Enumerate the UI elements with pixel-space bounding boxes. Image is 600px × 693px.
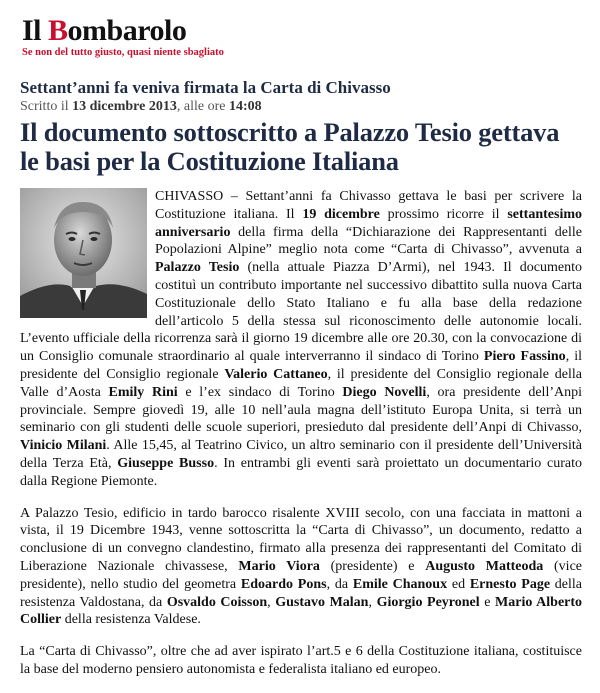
text-run: (presidente) e <box>319 558 426 574</box>
text-run: della resistenza Valdostana, da <box>20 576 583 610</box>
text-run: della resistenza Valdese. <box>61 612 201 628</box>
text-run: (vice presidente), nello studio del geometra <box>20 558 582 592</box>
text-run: . Alle 15,45, al Teatrino Civico, un altro seminario con il presidente dell’Università della Terza Età, <box>20 438 582 471</box>
bold-text-run: Emile Chanoux <box>352 576 448 592</box>
site-tagline: Se non del tutto giusto, quasi niente sbagliato <box>22 47 224 58</box>
bold-text-run: Piero Fassino <box>483 349 566 365</box>
logo-text-1: Il <box>22 14 49 47</box>
bold-text-run: Palazzo Tesio <box>155 260 240 276</box>
article-paragraph <box>20 643 582 679</box>
bold-text-run: Osvaldo Coisson <box>166 594 268 610</box>
bold-text-run: Emily Rini <box>108 384 178 400</box>
text-run: e <box>479 594 496 610</box>
bold-text-run: Valerio Cattaneo <box>224 366 328 382</box>
article-meta <box>20 98 582 116</box>
text-run: A Palazzo Tesio, edificio in tardo barocco risalente XVIII secolo, con una facciata in mattoni a vista, il 19 Dicembre 1943, venne sottoscritta la “Carta di Chivasso”, un documento, redatto a conclusione di un convegno clandestino, firmato alla presenza dei rappresentanti del Comitato di Liberazione Nazionale chivassese, <box>20 505 582 574</box>
bold-text-run: Vinicio Milani <box>20 438 107 454</box>
bold-text-run: Augusto Matteoda <box>425 558 544 574</box>
meta-mid: , alle ore <box>176 99 229 114</box>
meta-prefix: Scritto il <box>20 99 73 114</box>
text-run: CHIVASSO – Settant’anni fa Chivasso gettava le basi per scrivere la Costituzione italiana. Il <box>155 189 582 222</box>
masthead <box>22 16 224 58</box>
bold-text-run: Gustavo Malan <box>275 594 369 610</box>
text-run: , <box>368 594 377 610</box>
bold-text-run: Ernesto Page <box>469 576 551 592</box>
text-run: , il presidente del Consiglio regionale <box>20 349 582 382</box>
logo-text-2: ombarolo <box>67 14 187 47</box>
text-run: , ora presidente dell’Anpi provinciale. Sempre giovedì 19, alle 10 nell’aula magna dell’istituto Europa Unita, si terrà un seminario con gli studenti delle scuole superiori, presieduto dal presidente dell’Anpi di Chivasso, <box>20 384 582 436</box>
bold-text-run: Giorgio Peyronel <box>376 594 480 610</box>
logo-letter-b: B <box>48 14 68 47</box>
text-run: La “Carta di Chivasso”, oltre che ad aver ispirato l’art.5 e 6 della Costituzione italiana, costituisce la base del moderno pensiero autonomista e federalista italiano ed europeo. <box>20 644 582 677</box>
text-run: , <box>267 594 276 610</box>
meta-time: 14:08 <box>228 99 262 114</box>
text-run: , da <box>326 576 353 592</box>
text-run: della firma della “Dichiarazione dei Rappresentanti delle Popolazioni Alpine” meglio nota come “Carta di Chivasso”, avvenuta a <box>155 224 582 258</box>
bold-text-run: 19 dicembre <box>302 206 380 222</box>
text-run: , il presidente del Consiglio regionale della Valle d’Aosta <box>20 366 582 400</box>
meta-date: 13 dicembre 2013 <box>72 99 177 114</box>
bold-text-run: settantesimo anniversario <box>155 206 582 240</box>
text-run: . In entrambi gli eventi sarà proiettato un documentario curato dalla Regione Piemonte. <box>20 455 582 489</box>
bold-text-run: Diego Novelli <box>342 384 427 400</box>
bold-text-run: Mario Alberto Collier <box>20 594 583 628</box>
portrait-photo <box>20 188 147 318</box>
site-logo[interactable] <box>22 16 224 46</box>
article-headline: Il documento sottoscritto a Palazzo Tesio gettava le basi per la Costituzione Italiana <box>20 117 560 176</box>
text-run: ed <box>447 576 470 592</box>
text-run: prossimo ricorre il <box>379 206 508 222</box>
article <box>20 78 582 693</box>
article-body <box>20 188 582 679</box>
bold-text-run: Giuseppe Busso <box>117 455 215 471</box>
text-run: (nella attuale Piazza D’Armi), nel 1943. Il documento costituì un contributo importante nel successivo dibattito sulla nuova Carta Costituzionale dello Stato Italiano e fu alla base della redazione dell’articolo 5 della stessa sul riconoscimento delle autonomie locali. L’evento ufficiale della ricorrenza sarà il giorno 19 dicembre alle ore 20.30, con la convocazione di un Consiglio comunale straordinario al quale interverranno il sindaco di Torino <box>20 260 582 365</box>
article-kicker: Settant’anni fa veniva firmata la Carta di Chivasso <box>20 78 391 97</box>
bold-text-run: Edoardo Pons <box>240 576 327 592</box>
bold-text-run: Mario Viora <box>238 558 320 574</box>
text-run: e l’ex sindaco di Torino <box>177 384 343 400</box>
article-paragraph <box>20 505 582 630</box>
